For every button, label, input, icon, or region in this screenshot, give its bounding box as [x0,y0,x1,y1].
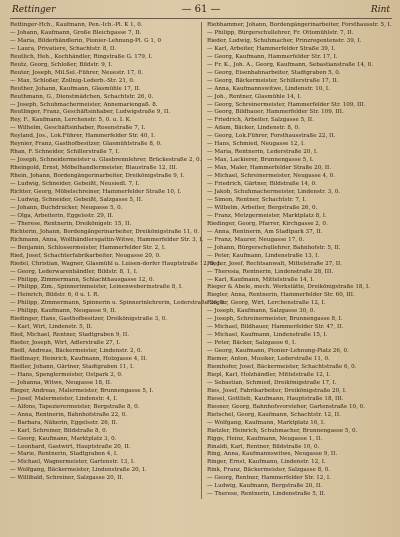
directory-entry: — Max, Maler, Hammerfelder Straße 20, II. [207,165,332,172]
directory-entry: — Johann, Buchdrucker, Neugasse 5, 0. [10,204,123,211]
directory-entry: — Michael, Bildhauer, Hammerfelder Str. 47, II. [207,324,344,331]
directory-entry: — Joseph, Kaufmann, Salzgasse 30, 0. [207,308,316,315]
right-column [201,22,392,499]
directory-entry: Reyland, Jos., Lok.Führer, Hammerfelder Str. 40, I. [10,133,155,140]
directory-entry: Rieder, Joseph, Wirt, Adlerstraße 27, I. [10,340,121,347]
directory-entry: — Franz, Maurer, Neugasse 17, 0. [207,236,305,243]
directory-entry: Riedl, Andreas, Bäckermeister, Lindenstr. 2, 0. [10,348,143,355]
directory-entry: — Michael, Wagnermeister, Gartenstr. 13, I. [10,459,135,466]
directory-entry: Riemer, Anton, Musiker, Lederstraße 11, 0. [207,356,330,363]
directory-entry: — Heinrich, Bildstr. 6, 0 u. I. R. [10,292,100,299]
directory-entry: — Willibald, Schreiner, Salzgasse 20, II. [10,475,124,482]
directory-entry: Reynier, Franz, Gasthofbesitzer, Glasmühlstraße 8, 0. [10,141,162,148]
directory-entry: — Marie, Rentnerin, Stadtgraben 4, I. [10,451,118,458]
directory-entry: — Michael, Kaufmann, Lindenstraße 15, I. [207,332,328,339]
directory-entry: Rheingold, Ernst, Möbelhandlermeister, Blaustraße 12, III. [10,165,178,172]
directory-entry: — Georg, Rentner, Hammerfelder Str. 12, I. [207,475,331,482]
directory-entry: — Georg, Bäckermeister, Schillerstraße 17, II. [207,77,339,84]
directory-entry: — Georg, Kaufmann, Hammerfelder Str. 17, I. [207,53,338,60]
directory-entry: Riggs, Heinz, Kaufmann, Neugasse 1, II. [207,435,323,442]
directory-entry: — Joseph, Schuhmachermeister, Annemariengaß. 8. [10,101,158,108]
directory-entry: — Philipp, Bürgerschullehrer, Fr. Ottomühlstr. 7, II. [207,29,354,36]
directory-entry: Ring, Anna, Kaufmannswitwe, Neugasse 9, II. [207,451,338,458]
directory-entry: — Fr. K., Joh. A., Georg, Kaufmann, Sebastianstraße 14, 0. [207,61,373,68]
directory-entry: Rietzler, Heinrich, Schuhmacher, Brunnengasse 5, 0. [207,427,358,434]
directory-entry: — Wolfgang, Bäckermeister, Lindenstraße 20, I. [10,467,147,474]
directory-entry: Ried, Josef, Schachterfabrikarbeiter, Neugasse 20, 0. [10,252,161,259]
directory-entry: — Karl, Wirt, Lindenstr. 5, II. [10,324,93,331]
directory-entry: — Karl, Kaufmann, Mittelstraße 14, I. [207,276,315,283]
directory-entry: — Anna, Rentnerin, Bahnhofstraße 22, 0. [10,411,128,418]
directory-entry: Riedinger, Georg, Pfarrer, Kirchgasse 2, 0. [207,220,328,227]
directory-entry: — Simon, Rentner, Schachtstr. 7, I. [207,196,307,203]
directory-entry: Ringer, Ernst, Kaufmann, Lindenstr. 12, I. [207,459,326,466]
header-left-keyword: Rettinger [12,5,56,15]
directory-entry: — Franz, Metzgermeister, Marktplatz 8, I. [207,212,327,219]
directory-columns [10,22,392,499]
directory-entry: Rieder, Ludwig, Schuhmacher, Prinzregentenstr. 39, I. [207,37,362,44]
directory-entry: Richter, Georg, Möbelschreiner, Hammerfelder Straße 10, I. [10,189,182,196]
directory-entry: Riedler, Johann, Gärtner, Stadtgraben 11, I. [10,363,134,370]
directory-entry: Riesner, Georg, Bahnhofsvorsteher, Gartenstraße 10, 0. [207,403,365,410]
directory-entry: — Johanna, Witwe, Neugasse 18, II. [10,379,112,386]
directory-entry: — Laura, Privatiere, Schachtstr. 8, II. [10,45,117,52]
left-column [10,22,226,499]
directory-entry: Rieger, Josef, Rechtsanwalt, Mittelstraße 27, II. [207,260,343,267]
directory-entry: — Joseph, Schneidermeister u. Glasbrennlehrer, Brückestraße 2, 0. [10,157,202,164]
directory-entry: Riedlmayr, Heinrich, Kaufmann, Holzgasse 4, II. [10,356,148,363]
directory-entry: Rinaldi, Karl, Rentner, Bildstraße 10, 0. [207,443,320,450]
directory-entry: Reuther, Johann, Kaufmann, Glasmühle 17, II. [10,85,141,92]
directory-entry: — Therese, Rentnerin, Dreikönigstr. 15, II. [10,220,132,227]
directory-entry: Riedel, Christian, Wagner, Glasmühl u. Luisen-dorfer Hauptstraße 12, 0, I. [10,260,222,267]
directory-entry: — Peter, Kaufmann, Lindenstraße 13, I. [207,252,320,259]
directory-entry: — Philipp, Kaufmann, Neugasse 9, II. [10,308,117,315]
directory-entry: — Ludwig, Schneider, Gebeißt, Neusiedl. 7, I. [10,181,140,188]
directory-entry: — Therese, Rentnerin, Lindenstraße 5, II. [207,491,326,498]
directory-entry: Ries, Josef, Fabrikarbeiter, Dreikönigstraße 20, I. [207,387,347,394]
directory-entry: — Hans, Spenglermeister, Ostpark 2, 0. [10,371,123,378]
directory-entry: — Wolfgang, Kaufmann, Marktplatz 16, I. [207,419,325,426]
directory-entry: Rey, F., Kaufmann, Lerchenstr. 5, 0. u. I. K. [10,117,132,124]
directory-entry: — Jakob, Schuhmachermeister, Lindenstr. 3, 0. [207,189,341,196]
directory-entry: Riegler, Anna, Rentnerin, Hammerfelder Str. 60, III. [207,292,355,299]
directory-entry: — Johann, Kaufmann, Große Bleichgasse 7, II. [10,29,142,36]
directory-entry: Rieger, Andreas, Malermeister, Brunnengasse 5, I. [10,387,154,394]
directory-entry: Rink, Franz, Bäckermeister, Salzgasse 8, 0. [207,467,331,474]
directory-entry: — Max, Lackierer, Brunnengasse 5, I. [207,157,314,164]
directory-entry: — Maria, Bilderhändlerin, Pionier-Lehnung-Pl. G 1, 0 [10,37,162,44]
directory-entry: — Karl, Schreiner, Bildstraße 8, 0. [10,427,108,434]
directory-entry: — Karl, Arbeiter, Hammerfelder Straße 39, I. [207,45,336,52]
directory-entry: — Anna, Kaufmannswitwe, Lindenstr. 10, I. [207,85,330,92]
directory-entry: — Alfons, Tapezierermeister, Bergstraße 8, 0. [10,403,140,410]
directory-entry: Reutz, Georg, Schloßer, Bildstr. 9, I. [10,61,113,68]
directory-entry: — Benjamin, Schlossermeister, Hammerfelder Str. 2, I. [10,244,166,251]
directory-entry: — Georg, Bildhauer, Hammerfelder Str. 109, III. [207,109,344,116]
page-header [10,4,392,19]
directory-entry: — Joh., Rentner, Glasmühle 14, I. [207,93,302,100]
directory-entry: — Friedrich, Arbeiter, Salzgasse 5, II. [207,117,314,124]
directory-entry: — Georg, Eisenbahnarbeiter, Stadtgraben 5, 0. [207,69,341,76]
directory-entry: — Georg, Lederwarenhändler, Bildstr. 8, 1, I. [10,268,138,275]
directory-entry: — Georg, Schreinermeister, Hammerfelder Str. 109, III. [207,101,366,108]
directory-entry: Rieger & Abele, mech. Werkstätte, Dreikönigstraße 18, I. [207,284,370,291]
directory-entry: Richterin, Johann, Bordengängerinarbeiter, Dreikönigstraße 11, 0. [10,228,200,235]
header-right-keyword: Rint [370,5,390,15]
directory-entry: — Georg, Kaufmann, Pionier-Lehnung-Platz 26, 0. [207,348,349,355]
directory-entry: Reutlich, Heh., Kochhändler, Ringstraße G. 179, I. [10,53,153,60]
directory-entry: — Peter, Bäcker, Salzgasse 6, I. [207,340,297,347]
directory-entry: — Georg, Kaufmann, Marktplatz 3, 0. [10,435,117,442]
directory-entry: — Maria, Rentnerin, Lederstraße 20, I. [207,149,318,156]
directory-entry: — Max, Schloßer, Zollnig-Lederb.-Str. 21, 0. [10,77,135,84]
directory-entry: Richmann, Anna, Wollhändlersgattin-Witwe, Hammerfelder Str. 3, I. [10,236,204,243]
directory-entry: — Philipp, Zimmermann, Schlachthausgasse 12, 0. [10,276,155,283]
directory-entry: — Friedrich, Gärtner, Bildstraße 14, 0. [207,181,317,188]
directory-entry: Ried, Michael, Rentner, Stadtgraben 9, II. [10,332,130,339]
directory-entry: — Adam, Bäcker, Lindenstr. 8, 0. [207,125,300,132]
directory-entry: Rietschel, Georg, Kaufmann, Schachtstr. 12, II. [207,411,341,418]
directory-entry: — Wilhelm, Arbeiter, Bergstraße 26, 0. [207,204,318,211]
directory-entry: — Josef, Malermeister, Lindenstr. 4, I. [10,395,118,402]
directory-entry: — Joseph, Schreinermeister, Brunnengasse 8, I. [207,316,343,323]
directory-entry: Reuthmann, G., Dienstmädchen, Schachtstr. 26, 0. [10,93,154,100]
directory-entry: Riemhofer, Josef, Bäckermeister, Schachtstraße 6, 0. [207,363,357,370]
directory-entry: Riesel, Gottlieb, Kaufmann, Hauptstraße 18, III. [207,395,344,402]
directory-entry: — Georg, Lok.Führer, Forsthausstraße 22, II. [207,133,336,140]
directory-entry: — Anna, Rentnerin, Am Stadtpark 37, II. [207,228,323,235]
page-number: — 61 — [181,4,221,15]
directory-entry: Riepl, Karl, Holzhändler, Mittelstraße 12, I. [207,371,331,378]
directory-entry: — Johann, Bürgerschullehrer, Bahnhofstr. 5, II. [207,244,341,251]
directory-entry: — Wilhelm, Geschäftsinhaber, Rosenstraße 7, I. [10,125,146,132]
directory-entry: — Olga, Arbeiterin, Eggelsstr. 29, II. [10,212,114,219]
directory-entry: Rhan, F. Schneider, Schillerstraße 7, I. [10,149,120,156]
directory-entry: Riebhammer, Johann, Bordengängerinarbeiter, Forsthausstr. 5, I. [207,22,392,28]
directory-entry: — Theresia, Rentnerin, Lindenstraße 28, III. [207,268,334,275]
directory-entry: Riedinger, Hans, Gasthofbesitzer, Dreikönigstraße 3, 0. [10,316,168,323]
directory-entry: Reutlinger, Franz, Geschäftsinhaber, Ludwigstraße 9, II. [10,109,171,116]
directory-entry: — Hans, Schmied, Neugasse 12, I. [207,141,305,148]
directory-entry: Rhein, Johann, Bordengängerinarbeiter, Dreikönigstraße 9, I. [10,173,185,180]
directory-entry: — Philipp, Zimmermann, Spinnerin u. Spinnerinlehrerin, Lederstraße 26, 0. [10,300,226,307]
directory-entry: Rettinger-Hch., Kaufmann, Pen.-Ich.-Pl. K 1, 0. [10,22,143,28]
directory-entry: — Ludwig, Schneider, Gebeißt, Salzgasse 5, II. [10,196,143,203]
directory-entry: — Ludwig, Kaufmann, Bergstraße 20, II. [207,483,323,490]
directory-entry: — Philipp, Zim., Spinnerinmeister, Leinenweberinstraße 8, I. [10,284,183,291]
directory-entry: — Michael, Schreinermeister, Neugasse 4, 0. [207,173,335,180]
directory-entry: Reuter, Joseph, Mil.Sel.-Führer, Neuestr. 17, 0. [10,69,144,76]
directory-entry: Riegler, Georg, Wirt, Lerchenstraße 12, I. [207,300,326,307]
directory-entry: — Barbara, Näherin, Eggelsstr. 26, II. [10,419,118,426]
directory-entry: — Leonhard, Gastwirt, Hauptstraße 20, II. [10,443,131,450]
directory-entry: — Sebastian, Schmied, Dreikönigstraße 17, I. [207,379,337,386]
